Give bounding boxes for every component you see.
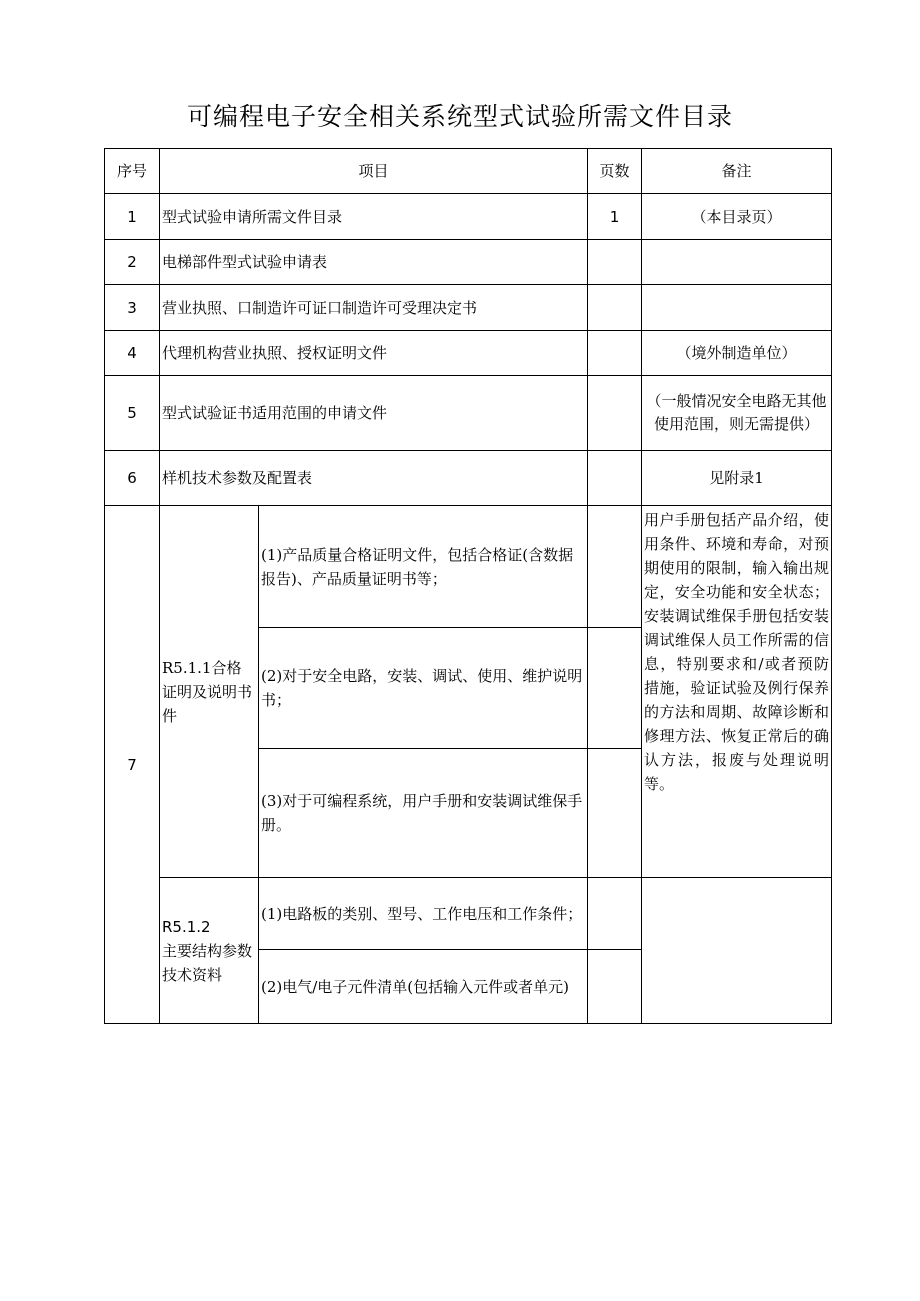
row-seq: 3: [105, 285, 160, 331]
table-row: [105, 331, 832, 376]
header-note: 备注: [642, 149, 832, 194]
row-seq: 5: [105, 376, 160, 451]
row-pages: [588, 628, 642, 749]
table-row: [105, 240, 832, 285]
row-pages: 1: [588, 194, 642, 240]
row-seq: 4: [105, 331, 160, 376]
header-seq: 序号: [105, 149, 160, 194]
row-pages: [588, 240, 642, 285]
table-row: [105, 451, 832, 506]
row-pages: [588, 331, 642, 376]
table-header-row: [105, 149, 832, 194]
row-pages: [588, 749, 642, 878]
row-pages: [588, 878, 642, 950]
table-row: [105, 194, 832, 240]
page-title: 可编程电子安全相关系统型式试验所需文件目录: [186, 102, 733, 131]
header-pages: 页数: [588, 149, 642, 194]
row-pages: [588, 285, 642, 331]
sub-item: (1)产品质量合格证明文件，包括合格证(含数据报告)、产品质量证明书等；: [259, 506, 588, 628]
table-row: [105, 376, 832, 451]
group-label-text: 主要结构参数技术资料: [162, 941, 253, 984]
row-note: [642, 240, 832, 285]
row-pages: [588, 506, 642, 628]
row-note: [642, 878, 832, 1024]
row-item: 型式试验申请所需文件目录: [160, 194, 588, 240]
row-pages: [588, 451, 642, 506]
sub-item: (2)对于安全电路，安装、调试、使用、维护说明书；: [259, 628, 588, 749]
document-table: [104, 148, 832, 1024]
row-item: 电梯部件型式试验申请表: [160, 240, 588, 285]
row-seq: 6: [105, 451, 160, 506]
group-label-code: R5.1.2: [162, 917, 211, 936]
row-note: （本目录页）: [642, 194, 832, 240]
row-note: [642, 285, 832, 331]
row-item: 营业执照、口制造许可证口制造许可受理决定书: [160, 285, 588, 331]
row-pages: [588, 950, 642, 1024]
row-item: 样机技术参数及配置表: [160, 451, 588, 506]
row-item: 型式试验证书适用范围的申请文件: [160, 376, 588, 451]
table-row: [105, 285, 832, 331]
sub-item: (3)对于可编程系统，用户手册和安装调试维保手册。: [259, 749, 588, 878]
row-note: （境外制造单位）: [642, 331, 832, 376]
row-note: 用户手册包括产品介绍，使用条件、环境和寿命，对预期使用的限制，输入输出规定，安全功能和安全状态；安装调试维保手册包括安装调试维保人员工作所需的信息，特别要求和/或者预防措施，验证试验及例行保养的方法和周期、故障诊断和修理方法、恢复正常后的确认方法，报废与处理说明等。: [642, 506, 832, 878]
sub-item: (2)电气/电子元件清单(包括输入元件或者单元): [259, 950, 588, 1024]
row-seq: 2: [105, 240, 160, 285]
row-item: 代理机构营业执照、授权证明文件: [160, 331, 588, 376]
row-note: （一般情况安全电路无其他使用范围，则无需提供）: [642, 376, 832, 451]
row-seq: 1: [105, 194, 160, 240]
header-item: 项目: [160, 149, 588, 194]
group-label: R5.1.1合格证明及说明书件: [160, 506, 259, 878]
row-pages: [588, 376, 642, 451]
row-seq: 7: [105, 506, 160, 1024]
row-note: 见附录1: [642, 451, 832, 506]
table-row: [105, 506, 832, 628]
table-row: [105, 878, 832, 950]
group-label: [160, 878, 259, 1024]
sub-item: (1)电路板的类别、型号、工作电压和工作条件；: [259, 878, 588, 950]
